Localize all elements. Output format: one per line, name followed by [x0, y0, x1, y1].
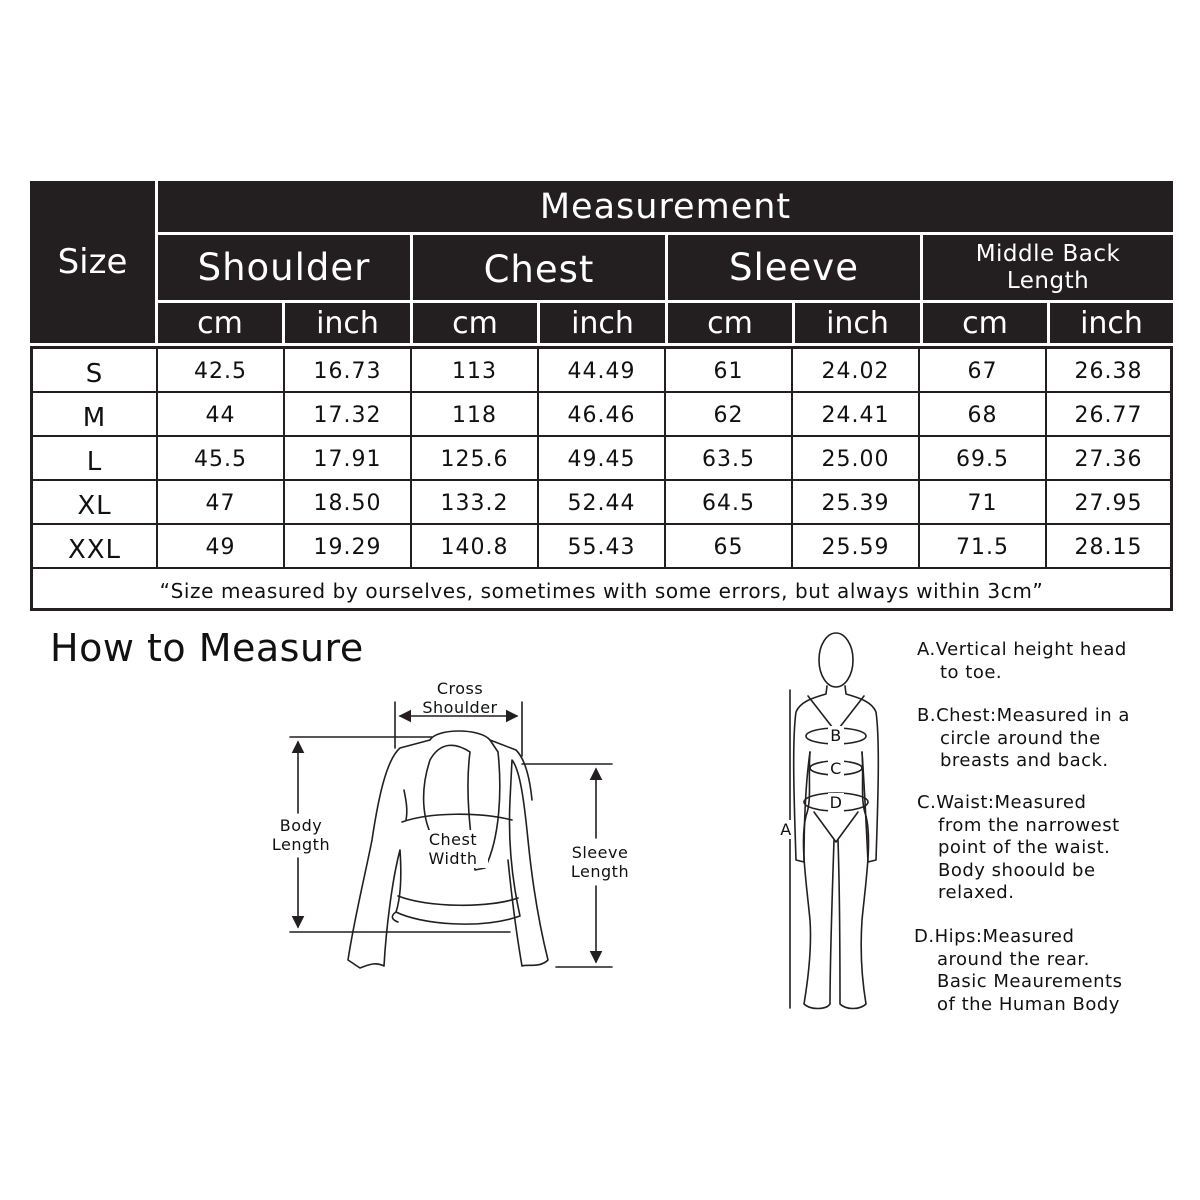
- desc-d: [914, 926, 1174, 1016]
- value-cell: 118: [412, 393, 539, 437]
- value-cell: 25.59: [793, 525, 920, 569]
- value-cell: 47: [158, 481, 285, 525]
- size-cell: XXL: [33, 525, 158, 569]
- human-figure-icon: [794, 633, 879, 1009]
- value-cell: 71: [920, 481, 1047, 525]
- shoulder-inch-header: inch: [285, 303, 410, 343]
- value-cell: 46.46: [539, 393, 666, 437]
- desc-a-line: A.Vertical height head: [917, 639, 1127, 660]
- value-cell: 125.6: [412, 437, 539, 481]
- cross-shoulder-line2: Shoulder: [422, 698, 498, 717]
- value-cell: 24.02: [793, 349, 920, 393]
- value-cell: 25.39: [793, 481, 920, 525]
- value-cell: 63.5: [666, 437, 793, 481]
- size-cell: M: [33, 393, 158, 437]
- size-cell: S: [33, 349, 158, 393]
- sleeve-length-line1: Sleeve: [571, 843, 629, 862]
- label-b: B: [828, 726, 844, 745]
- cross-shoulder-label: [415, 679, 505, 717]
- desc-c-line: relaxed.: [938, 882, 1015, 903]
- chest-width-line2: Width: [428, 849, 478, 868]
- value-cell: 69.5: [920, 437, 1047, 481]
- back-inch-header: inch: [1050, 303, 1173, 343]
- value-cell: 19.29: [285, 525, 412, 569]
- value-cell: 17.32: [285, 393, 412, 437]
- sleeve-header: Sleeve: [668, 235, 920, 300]
- desc-c-line: C.Waist:Measured: [917, 792, 1087, 813]
- desc-c-line: Body shoould be: [938, 859, 1096, 881]
- value-cell: 28.15: [1074, 534, 1143, 560]
- desc-b-line: breasts and back.: [940, 750, 1109, 771]
- value-cell: 62: [666, 393, 793, 437]
- value-cell: 113: [412, 349, 539, 393]
- value-cell: 45.5: [158, 437, 285, 481]
- value-cell: 52.44: [539, 481, 666, 525]
- value-cell: 68: [920, 393, 1047, 437]
- desc-b-line: circle around the: [940, 727, 1101, 749]
- size-note: “Size measured by ourselves, sometimes with some errors, but always within 3cm”: [159, 579, 1044, 603]
- value-cell: 55.43: [539, 525, 666, 569]
- desc-a: [917, 639, 1177, 684]
- label-c: C: [828, 759, 844, 778]
- value-cell: 64.5: [666, 481, 793, 525]
- size-cell: L: [33, 437, 158, 481]
- value-cell: 49.45: [539, 437, 666, 481]
- cross-shoulder-line1: Cross: [436, 679, 484, 698]
- desc-d-line: of the Human Body: [937, 993, 1120, 1015]
- desc-c-line: point of the waist.: [938, 837, 1111, 858]
- value-cell: 65: [666, 525, 793, 569]
- value-cell: 18.50: [285, 481, 412, 525]
- value-cell: 67: [920, 349, 1047, 393]
- value-cell: 44: [158, 393, 285, 437]
- middle-back-length-line2: Length: [1006, 267, 1090, 294]
- measurement-header: Measurement: [158, 181, 1173, 232]
- value-cell: 17.91: [285, 437, 412, 481]
- value-cell: 26.77: [1074, 402, 1143, 428]
- chest-header: Chest: [413, 235, 665, 300]
- sleeve-inch-header: inch: [795, 303, 920, 343]
- desc-d-line: around the rear.: [937, 948, 1090, 970]
- back-cm-header: cm: [923, 303, 1047, 343]
- desc-d-line: Basic Meaurements: [937, 971, 1123, 992]
- how-to-measure-title: How to Measure: [50, 626, 364, 670]
- desc-b-line: B.Chest:Measured in a: [917, 705, 1130, 726]
- value-cell: 16.73: [285, 349, 412, 393]
- sleeve-cm-header: cm: [668, 303, 792, 343]
- body-length-line2: Length: [271, 835, 331, 854]
- middle-back-length-line1: Middle Back: [975, 240, 1121, 267]
- desc-c: [917, 792, 1177, 905]
- value-cell: 26.38: [1074, 358, 1143, 384]
- value-cell: 27.36: [1074, 446, 1143, 472]
- chest-width-label: [418, 830, 488, 868]
- desc-b: [917, 705, 1177, 773]
- label-a: A: [778, 820, 794, 839]
- value-cell: 24.41: [793, 393, 920, 437]
- sleeve-length-line2: Length: [570, 862, 630, 881]
- value-cell: 44.49: [539, 349, 666, 393]
- value-cell: 71.5: [920, 525, 1047, 569]
- shoulder-header: Shoulder: [158, 235, 410, 300]
- value-cell: 133.2: [412, 481, 539, 525]
- chest-inch-header: inch: [540, 303, 665, 343]
- value-cell: 25.00: [793, 437, 920, 481]
- sleeve-length-label: [560, 843, 640, 881]
- size-cell: XL: [33, 481, 158, 525]
- desc-a-line: to toe.: [940, 661, 1003, 683]
- desc-c-line: from the narrowest: [938, 814, 1120, 836]
- label-d: D: [829, 793, 843, 812]
- desc-d-line: D.Hips:Measured: [914, 926, 1075, 947]
- shoulder-cm-header: cm: [158, 303, 282, 343]
- value-cell: 61: [666, 349, 793, 393]
- chest-cm-header: cm: [413, 303, 537, 343]
- body-length-line1: Body: [279, 816, 323, 835]
- size-column-header: Size: [30, 181, 155, 343]
- value-cell: 49: [158, 525, 285, 569]
- chest-width-line1: Chest: [428, 830, 478, 849]
- body-length-label: [262, 816, 340, 854]
- value-cell: 27.95: [1074, 490, 1143, 516]
- value-cell: 42.5: [158, 349, 285, 393]
- value-cell: 140.8: [412, 525, 539, 569]
